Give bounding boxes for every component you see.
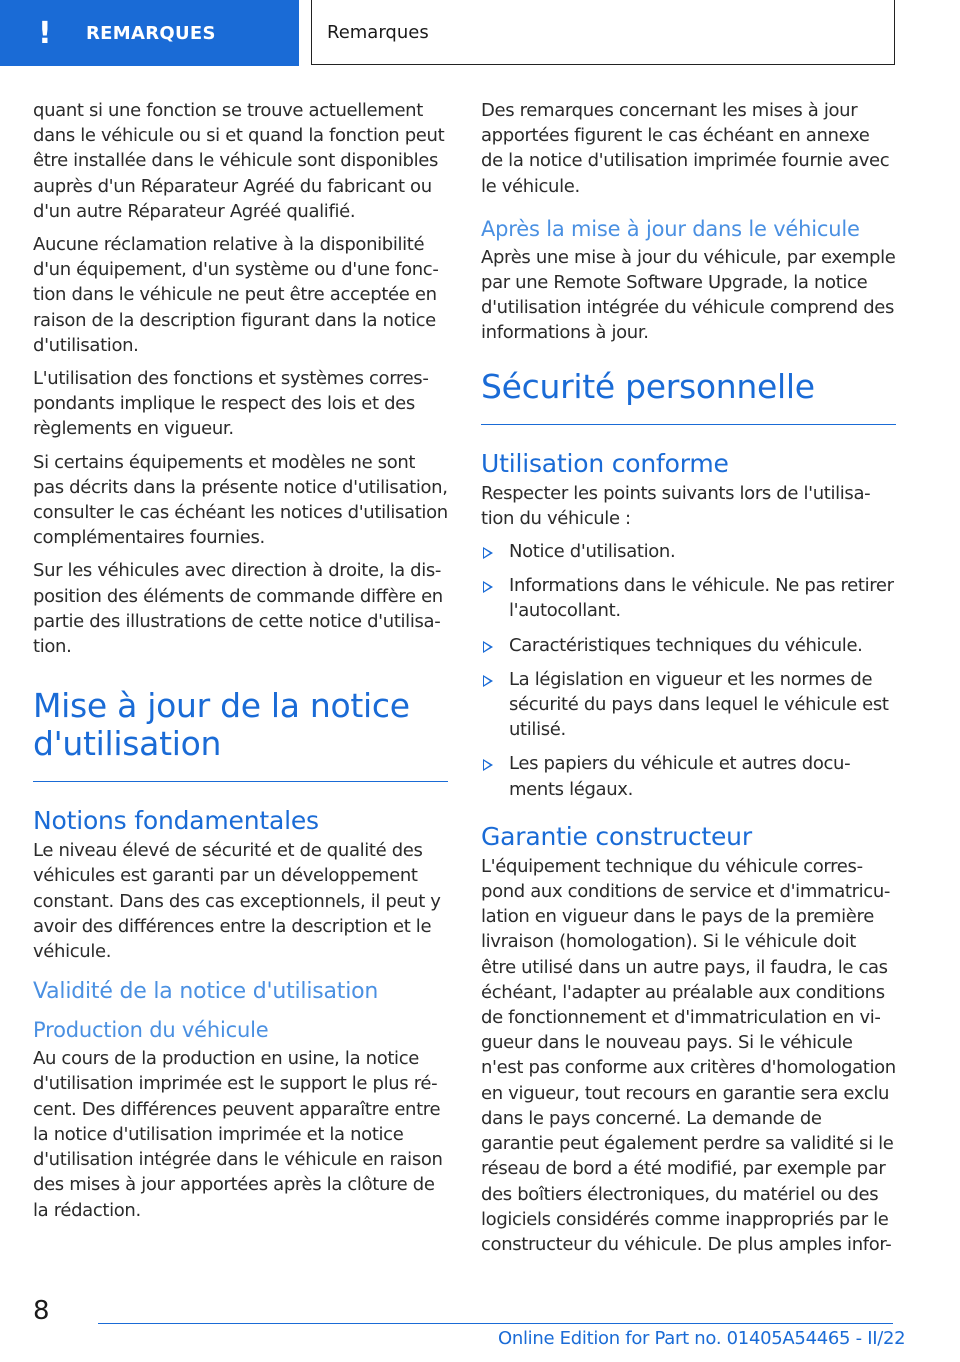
triangle-bullet-icon xyxy=(483,547,493,559)
right-column xyxy=(481,98,896,1265)
paragraph: Aucune réclamation relative à la disponibilité d'un équipement, d'un système ou d'une fonction dans le véhicule ne peut être acceptée en raison de la description figurant dans la notice d'utilisation. xyxy=(33,234,439,356)
list-item: Caractéristiques techniques du véhicule. xyxy=(481,633,896,658)
heading-securite-personnelle: Sécurité personnelle xyxy=(481,366,815,406)
list-item: Notice d'utilisation. xyxy=(481,539,896,564)
paragraph: Au cours de la production en usine, la notice d'utilisation imprimée est le support le plus récent. Des différences peuvent apparaître entre la notice d'utilisation imprimée et la notice d'utilisation intégrée dans le véhicule en raison des mises à jour apportées après la clôture de la rédaction. xyxy=(33,1048,443,1221)
paragraph: Si certains équipements et modèles ne sont pas décrits dans la présente notice d'utilisation, consulter le cas échéant les notices d'utilisation complémentaires fournies. xyxy=(33,451,448,549)
list-item: La législation en vigueur et les normes de sécurité du pays dans lequel le véhicule est utilisé. xyxy=(481,667,896,743)
heading-validite: Validité de la notice d'utilisation xyxy=(33,979,379,1005)
triangle-bullet-icon xyxy=(483,641,493,653)
page-number: 8 xyxy=(33,1296,50,1326)
chapter-tab-remarques[interactable] xyxy=(0,0,299,66)
paragraph: Le niveau élevé de sécurité et de qualité des véhicules est garanti par un développement constant. Dans des cas exceptionnels, il peut y avoir des différences entre la description et le véhicule. xyxy=(33,840,441,963)
footer-divider xyxy=(98,1323,893,1324)
footer-edition: Online Edition for Part no. 01405A54465 - II/22 xyxy=(498,1328,906,1349)
heading-notions-fondamentales: Notions fondamentales xyxy=(33,806,319,836)
list-item: Informations dans le véhicule. Ne pas retirer l'autocollant. xyxy=(481,573,896,623)
paragraph: L'équipement technique du véhicule correspond aux conditions de service et d'immatriculation en vigueur dans le pays de la première livraison (homologation). Si le véhicule doit être utilisé dans un autre pays, il faudra, le cas échéant, l'adapter au préalable aux conditions de fonctionnement et d'immatriculation en vigueur dans le nouveau pays. Si le véhicule n'est pas conforme aux critères d'homologation en vigueur, tout recours en garantie sera exclu dans le pays concerné. La demande de garantie peut également perdre sa validité si le réseau de bord a été modifié, par exemple par des boîtiers électroniques, du matériel ou des logiciels considérés comme inappropriés par le constructeur du véhicule. De plus amples infor- xyxy=(481,855,896,1255)
paragraph: Sur les véhicules avec direction à droite, la disposition des éléments de commande diffère en partie des illustrations de cette notice d'utilisation. xyxy=(33,560,443,658)
heading-garantie-constructeur: Garantie constructeur xyxy=(481,821,752,851)
heading-production: Production du véhicule xyxy=(33,1018,269,1043)
bullet-list xyxy=(481,539,896,802)
paragraph: Après une mise à jour du véhicule, par exemple par une Remote Software Upgrade, la notice d'utilisation intégrée du véhicule comprend des informations à jour. xyxy=(481,246,896,344)
exclamation-icon: ! xyxy=(38,15,52,51)
paragraph: Respecter les points suivants lors de l'utilisation du véhicule : xyxy=(481,482,871,529)
paragraph: L'utilisation des fonctions et systèmes correspondants implique le respect des lois et des règlements en vigueur. xyxy=(33,368,429,440)
chapter-label: REMARQUES xyxy=(86,22,216,44)
left-column xyxy=(33,98,448,1231)
triangle-bullet-icon xyxy=(483,581,493,593)
triangle-bullet-icon xyxy=(483,675,493,687)
heading-apres-mise-a-jour: Après la mise à jour dans le véhicule xyxy=(481,216,860,241)
section-tab-remarques[interactable] xyxy=(311,0,895,65)
paragraph: Des remarques concernant les mises à jour apportées figurent le cas échéant en annexe de la notice d'utilisation imprimée fournie avec le véhicule. xyxy=(481,100,890,197)
header-bar xyxy=(0,0,960,66)
list-item: Les papiers du véhicule et autres documents légaux. xyxy=(481,751,896,801)
heading-divider xyxy=(33,781,448,782)
heading-mise-a-jour: Mise à jour de la notice d'utilisation xyxy=(33,686,410,764)
heading-divider xyxy=(481,424,896,425)
paragraph: quant si une fonction se trouve actuellement dans le véhicule ou si et quand la fonction peut être installée dans le véhicule sont disponibles auprès d'un Réparateur Agréé du fabricant ou d'un autre Réparateur Agréé qualifié. xyxy=(33,100,445,222)
triangle-bullet-icon xyxy=(483,759,493,771)
section-label: Remarques xyxy=(327,21,429,43)
heading-utilisation-conforme: Utilisation conforme xyxy=(481,448,729,478)
